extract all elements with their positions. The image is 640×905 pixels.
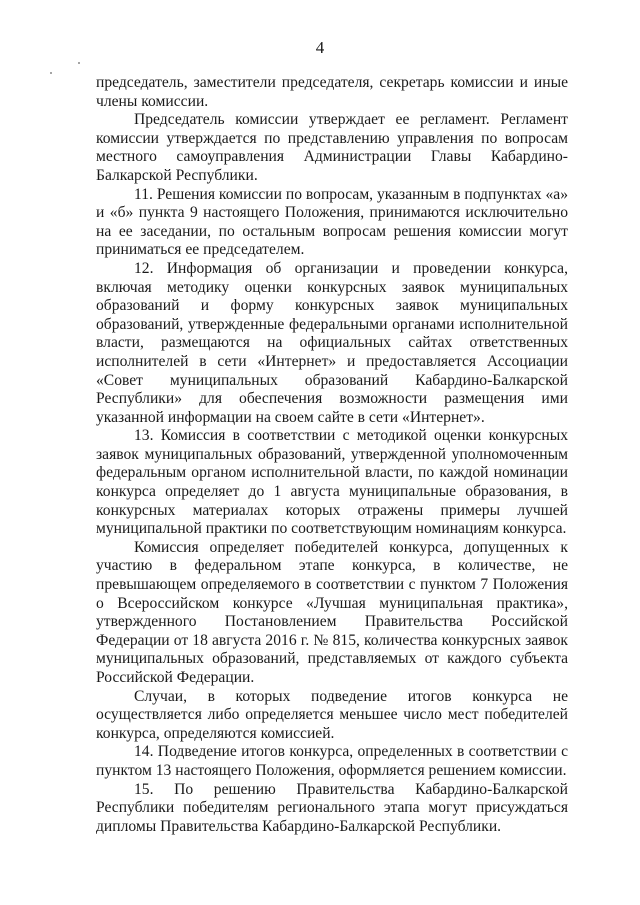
paragraph-winners: Комиссия определяет победителей конкурса, допущенных к участию в федеральном этапе конкурса, в количестве, не превышающем определяемого в соответствии с пунктом 7 Положения о Всероссийском конкурсе «Лучшая муниципальная практика», утвержденного Постановлением Правительства Российской Федерации от 18 августа 2016 г. № 815, количества конкурсных заявок муниципальных образований, представляемых от каждого субъекта Российской Федерации. bbox=[96, 538, 568, 686]
paragraph-item-14: 14. Подведение итогов конкурса, определенных в соответствии с пунктом 13 настоящего Положения, оформляется решением комиссии. bbox=[96, 743, 568, 779]
paragraph-item-11: 11. Решения комиссии по вопросам, указанным в подпунктах «а» и «б» пункта 9 настоящего Положения, принимаются исключительно на ее заседании, по остальным вопросам решения комиссии могут приниматься ее председателем. bbox=[96, 185, 568, 259]
scan-speck bbox=[50, 72, 52, 74]
page-number: 4 bbox=[315, 38, 325, 57]
paragraph-item-15: 15. По решению Правительства Кабардино-Балкарской Республики победителям регионального этапа могут присуждаться дипломы Правительства Кабардино-Балкарской Республики. bbox=[96, 780, 568, 835]
paragraph-item-13: 13. Комиссия в соответствии с методикой оценки конкурсных заявок муниципальных образований, утвержденной уполномоченным федеральным органом исполнительной власти, по каждой номинации конкурса определяет до 1 августа муниципальные образования, в конкурсных материалах которых отражены примеры лучшей муниципальной практики по соответствующим номинациям конкурса. bbox=[96, 427, 568, 538]
paragraph-cases: Случаи, в которых подведение итогов конкурса не осуществляется либо определяется меньшее число мест победителей конкурса, определяются комиссией. bbox=[96, 687, 568, 742]
document-body bbox=[96, 74, 568, 836]
paragraph-continuation: председатель, заместители председателя, секретарь комиссии и иные члены комиссии. bbox=[96, 74, 568, 110]
paragraph-chair-regulations: Председатель комиссии утверждает ее регламент. Регламент комиссии утверждается по представлению управления по вопросам местного самоуправления Администрации Главы Кабардино-Балкарской Республики. bbox=[96, 111, 568, 184]
scan-speck bbox=[78, 62, 80, 64]
paragraph-item-12: 12. Информация об организации и проведении конкурса, включая методику оценки конкурсных заявок муниципальных образований и форму конкурсных заявок муниципальных образований, утвержденные федеральными органами исполнительной власти, размещаются на официальных сайтах ответственных исполнителей в сети «Интернет» и предоставляется Ассоциации «Совет муниципальных образований Кабардино-Балкарской Республики» для обеспечения возможности размещения ими указанной информации на своем сайте в сети «Интернет». bbox=[96, 259, 568, 426]
